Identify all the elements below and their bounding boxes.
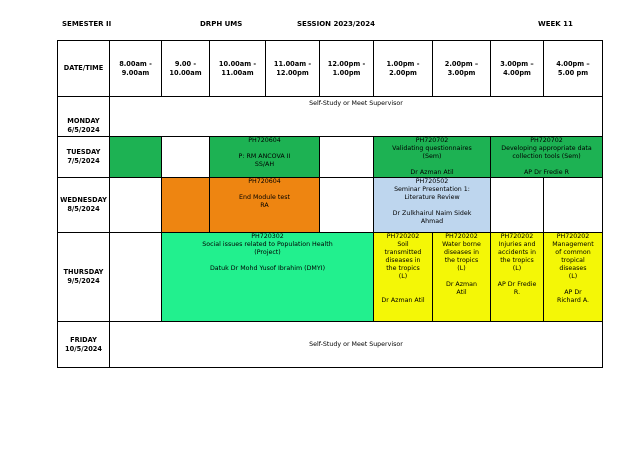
class-block-developing: PH720702 Developing appropriate data collection tools (Sem) AP Dr Fredie R	[491, 137, 603, 178]
friday-row	[58, 322, 603, 368]
slot-header: 11.00am - 12.00pm	[266, 41, 320, 97]
class-block-end-module-test: PH720604 End Module test RA	[210, 178, 320, 233]
program-label: DRPH UMS	[200, 20, 243, 28]
tuesday-row	[58, 137, 603, 178]
class-block-social-issues: PH720302 Social issues related to Population Health (Project) Datuk Dr Mohd Yusof Ibrahim (DMYI)	[162, 233, 374, 322]
slot-header: 2.00pm – 3.00pm	[433, 41, 491, 97]
header-row	[58, 41, 603, 97]
class-block-ancova: PH720604 P: RM ANCOVA II SS/AH	[210, 137, 320, 178]
slot-header: 9.00 - 10.00am	[162, 41, 210, 97]
thursday-row	[58, 233, 603, 322]
slot-header: 10.00am - 11.00am	[210, 41, 266, 97]
monday-self-study: Self-Study or Meet Supervisor	[110, 97, 603, 137]
semester-label: SEMESTER II	[62, 20, 112, 28]
empty-slot	[110, 137, 162, 178]
date-time-header: DATE/TIME	[58, 41, 110, 97]
thursday-label: THURSDAY 9/5/2024	[58, 233, 110, 322]
empty-slot	[110, 233, 162, 322]
timetable	[57, 40, 603, 368]
slot-header: 8.00am - 9.00am	[110, 41, 162, 97]
empty-slot	[544, 178, 603, 233]
week-label: WEEK 11	[538, 20, 573, 28]
class-block-management: PH720202 Management of common tropical diseases (L) AP Dr Richard A.	[544, 233, 603, 322]
slot-header: 1.00pm - 2.00pm	[374, 41, 433, 97]
monday-label: MONDAY 6/5/2024	[58, 97, 110, 137]
session-label: SESSION 2023/2024	[297, 20, 375, 28]
empty-slot	[162, 178, 210, 233]
class-block-seminar: PH720502 Seminar Presentation 1: Literature Review Dr Zulkhairul Naim Sidek Ahmad	[374, 178, 491, 233]
class-block-soil-diseases: PH720202 Soil transmitted diseases in the tropics (L) Dr Azman Atil	[374, 233, 433, 322]
empty-slot	[320, 137, 374, 178]
class-block-water-diseases: PH720202 Water borne diseases in the tropics (L) Dr Azman Atil	[433, 233, 491, 322]
friday-self-study: Self-Study or Meet Supervisor	[110, 322, 603, 368]
class-block-validating: PH720702 Validating questionnaires (Sem) Dr Azman Atil	[374, 137, 491, 178]
empty-slot	[110, 178, 162, 233]
empty-slot	[320, 178, 374, 233]
monday-row	[58, 97, 603, 137]
class-block-injuries: PH720202 Injuries and accidents in the tropics (L) AP Dr Fredie R.	[491, 233, 544, 322]
timetable-header	[57, 20, 602, 34]
slot-header: 12.00pm - 1.00pm	[320, 41, 374, 97]
slot-header: 4.00pm – 5.00 pm	[544, 41, 603, 97]
tuesday-label: TUESDAY 7/5/2024	[58, 137, 110, 178]
empty-slot	[162, 137, 210, 178]
slot-header: 3.00pm – 4.00pm	[491, 41, 544, 97]
empty-slot	[491, 178, 544, 233]
wednesday-label: WEDNESDAY 8/5/2024	[58, 178, 110, 233]
friday-label: FRIDAY 10/5/2024	[58, 322, 110, 368]
wednesday-row	[58, 178, 603, 233]
